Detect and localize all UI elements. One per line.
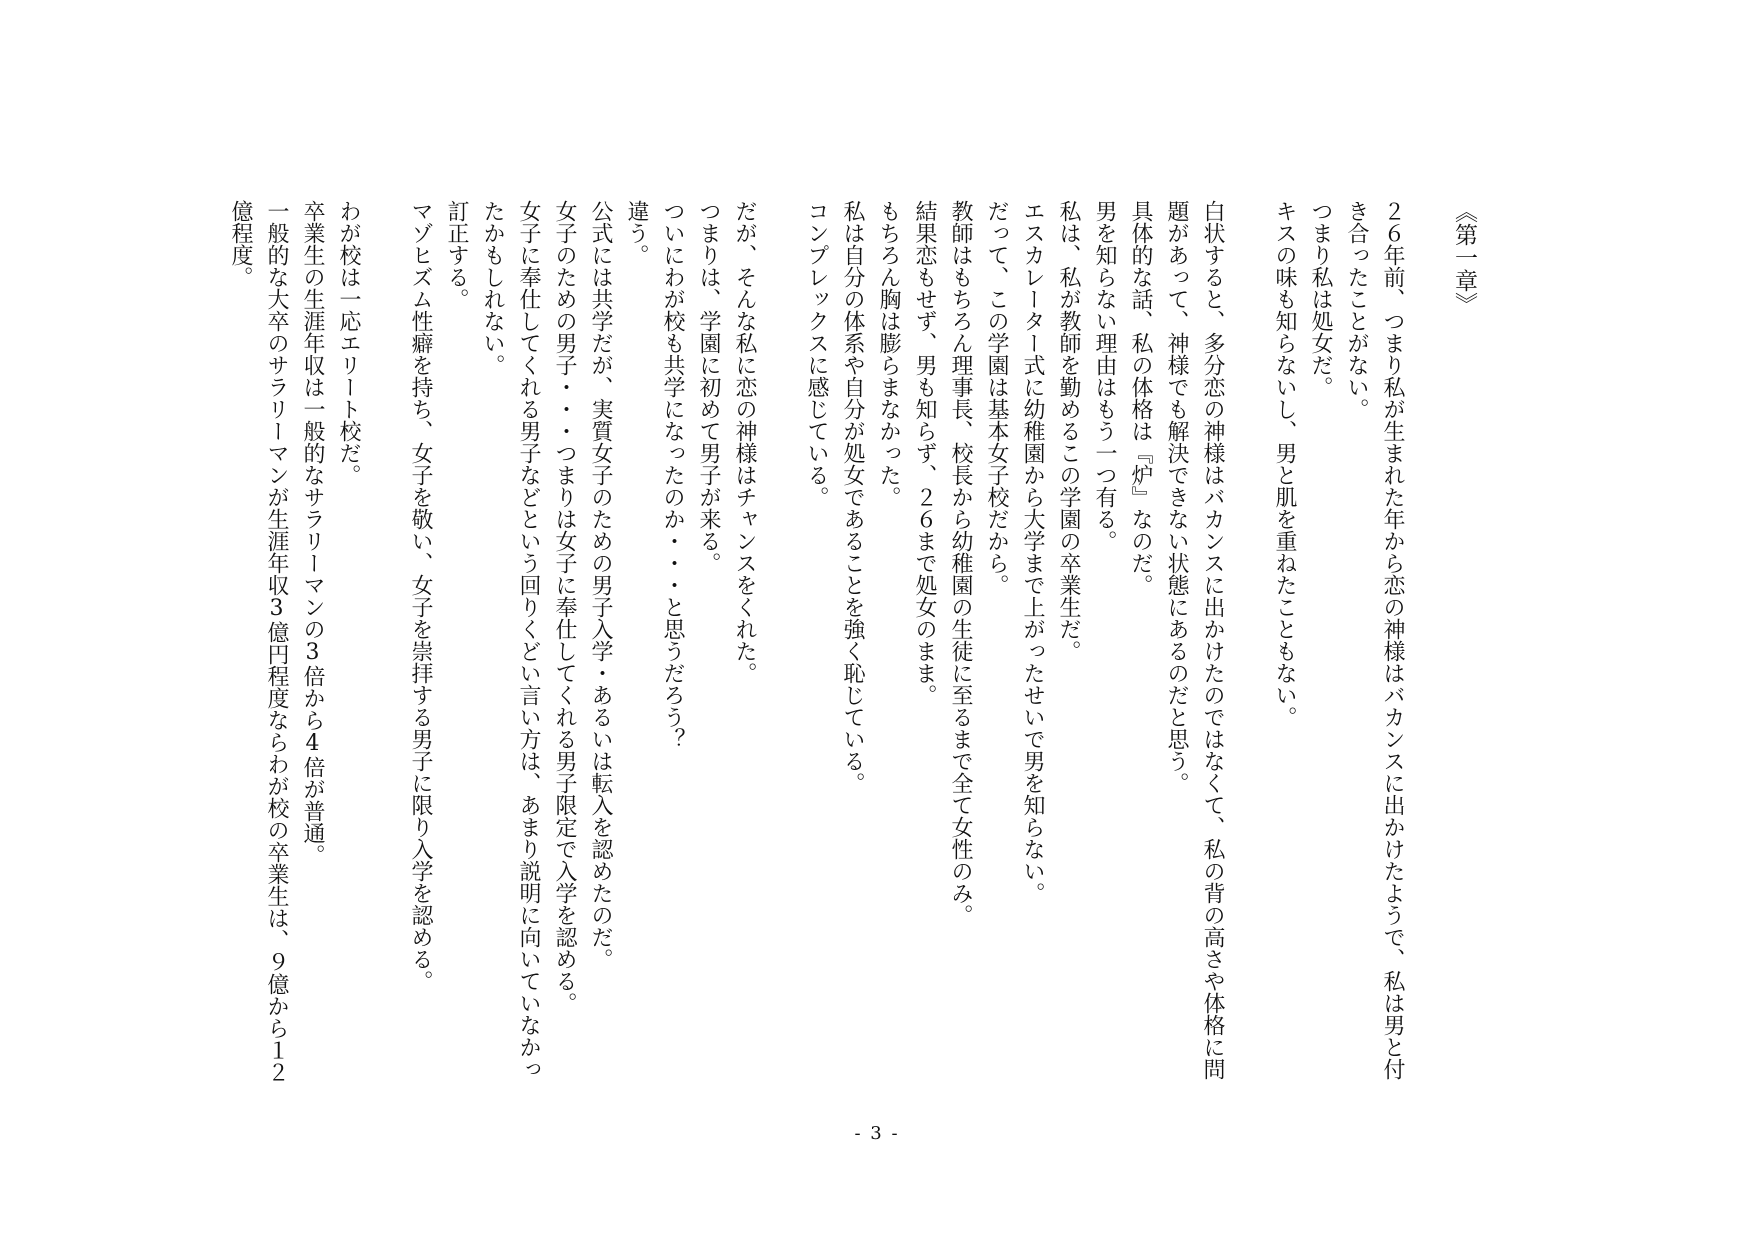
blank-line	[762, 200, 798, 1100]
paragraph: コンプレックスに感じている。	[804, 200, 829, 508]
blank-line	[366, 200, 402, 1100]
paragraph: 男を知らない理由はもう一つ有る。	[1092, 200, 1117, 552]
paragraph: つまり私は処女だ。	[1308, 200, 1333, 398]
paragraph: 結果恋もせず、男も知らず、２６まで処女のまま。	[912, 200, 937, 706]
paragraph: 違う。	[624, 200, 649, 266]
paragraph: もちろん胸は膨らまなかった。	[876, 200, 901, 508]
paragraph: 訂正する。	[444, 200, 469, 310]
paragraph: つまりは、学園に初めて男子が来る。	[696, 200, 721, 574]
paragraph: 具体的な話、私の体格は『炉』なのだ。	[1128, 200, 1153, 596]
paragraph: エスカレーター式に幼稚園から大学まで上がったせいで男を知らない。	[1020, 200, 1045, 904]
paragraph: わが校は一応エリート校だ。	[336, 200, 361, 486]
blank-line	[1230, 200, 1266, 1100]
paragraph: ついにわが校も共学になったのか・・・と思うだろう？	[660, 200, 685, 750]
paragraph: だって、この学園は基本女子校だから。	[984, 200, 1009, 596]
paragraph: 公式には共学だが、実質女子のための男子入学・あるいは転入を認めたのだ。	[588, 200, 613, 970]
paragraph: 一般的な大卒のサラリーマンが生涯年収3億円程度ならわが校の卒業生は、９億から１２億程度。	[228, 200, 289, 1083]
paragraph: 白状すると、多分恋の神様はバカンスに出かけたのではなくて、私の背の高さや体格に問題があって、神様でも解決できない状態にあるのだと思う。	[1164, 200, 1225, 1080]
paragraph: 女子のための男子・・・つまりは女子に奉仕してくれる男子限定で入学を認める。	[552, 200, 577, 1014]
paragraph: 卒業生の生涯年収は一般的なサラリーマンの3倍から4倍が普通。	[300, 200, 325, 866]
paragraph: 私は自分の体系や自分が処女であることを強く恥じている。	[840, 200, 865, 794]
paragraph: だが、そんな私に恋の神様はチャンスをくれた。	[732, 200, 757, 684]
paragraph: ２６年前、つまり私が生まれた年から恋の神様はバカンスに出かけたようで、私は男と付き合ったことがない。	[1344, 200, 1405, 1080]
paragraph: 私は、私が教師を勤めるこの学園の卒業生だ。	[1056, 200, 1081, 662]
page-number: - 3 -	[854, 1123, 900, 1144]
vertical-text-body	[222, 200, 1482, 1100]
paragraph: 教師はもちろん理事長、校長から幼稚園の生徒に至るまで全て女性のみ。	[948, 200, 973, 926]
paragraph: マゾヒズム性癖を持ち、女子を敬い、女子を崇拝する男子に限り入学を認める。	[408, 200, 433, 992]
paragraph: 女子に奉仕してくれる男子などという回りくどい言い方は、あまり説明に向いていなかったかもしれない。	[480, 200, 541, 1080]
chapter-title: 《第一章》	[1451, 200, 1477, 315]
paragraph: キスの味も知らないし、男と肌を重ねたこともない。	[1272, 200, 1297, 728]
